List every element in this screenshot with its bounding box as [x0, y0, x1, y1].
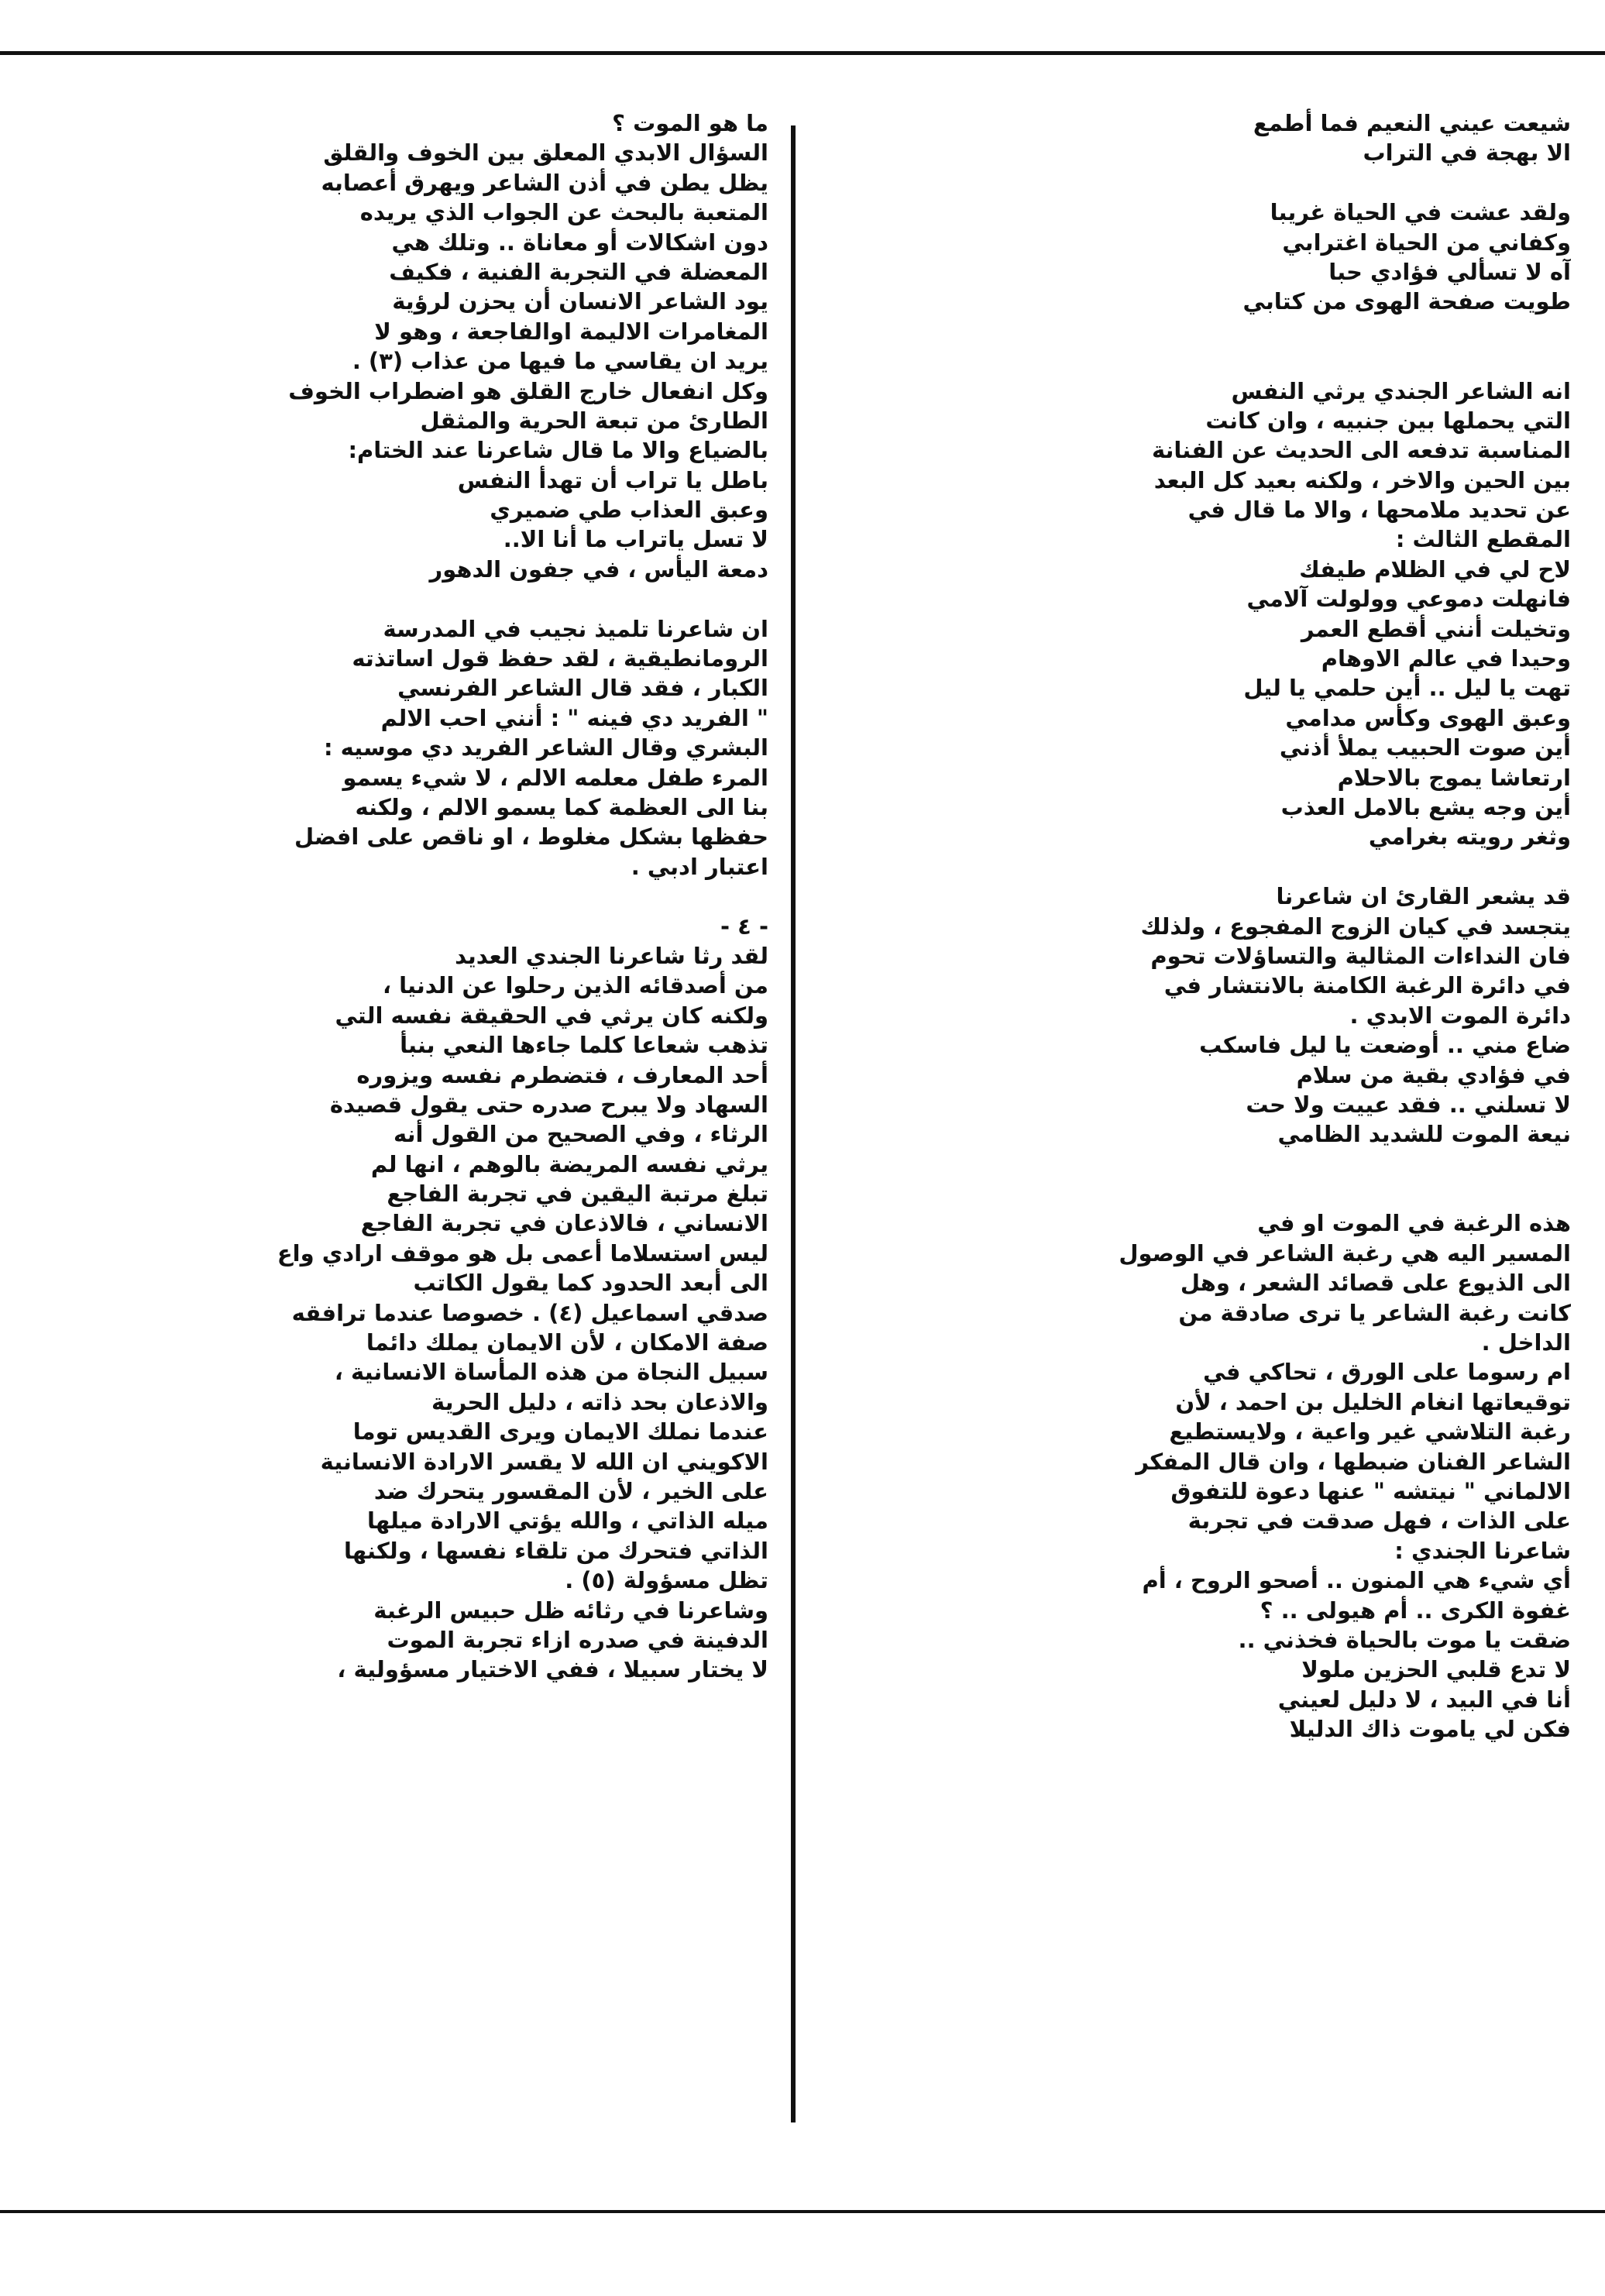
text-line: الانساني ، فالاذعان في تجربة الفاجع: [360, 1210, 768, 1237]
text-line: يريد ان يقاسي ما فيها من عذاب (٣) .: [352, 348, 768, 375]
text-line: المقطع الثالث :: [1395, 526, 1571, 553]
text-line: ان شاعرنا تلميذ نجيب في المدرسة: [383, 615, 768, 642]
text-line: ولكنه كان يرثي في الحقيقة نفسه التي: [335, 1002, 768, 1029]
text-line: باطل يا تراب أن تهدأ النفس: [457, 466, 768, 493]
text-line: فكن لي ياموت ذاك الدليلا: [1289, 1716, 1571, 1743]
blank-line: [843, 346, 1571, 376]
text-line: لا تسل ياتراب ما أنا الا..: [503, 526, 768, 553]
text-line: أين وجه يشع بالامل العذب: [1280, 793, 1571, 820]
text-line: أي شيء هي المنون .. أصحو الروح ، أم: [1142, 1567, 1571, 1594]
text-line: دون اشكالات أو معاناة .. وتلك هي: [391, 229, 768, 256]
text-line: بنا الى العظمة كما يسمو الالم ، ولكنه: [355, 793, 768, 820]
text-line: لا يختار سبيلا ، ففي الاختيار مسؤولية ،: [337, 1656, 768, 1683]
text-line: هذه الرغبة في الموت او في: [1257, 1210, 1571, 1237]
text-line: المغامرات الاليمة اوالفاجعة ، وهو لا: [374, 318, 768, 345]
text-line: عندما نملك الايمان ويرى القديس توما: [352, 1418, 768, 1445]
text-line: يود الشاعر الانسان أن يحزن لرؤية: [392, 288, 768, 315]
text-line: الا بهجة في التراب: [1363, 139, 1571, 167]
text-line: المتعبة بالبحث عن الجواب الذي يريده: [359, 199, 768, 226]
text-line: لا تدع قلبي الحزين ملولا: [1301, 1656, 1571, 1683]
text-line: فانهلت دموعي وولولت آلامي: [1246, 586, 1571, 613]
left-text-column: [34, 108, 768, 1685]
text-line: فان النداءات المثالية والتساؤلات تحوم: [1150, 942, 1571, 969]
text-line: الدفينة في صدره ازاء تجربة الموت: [387, 1626, 768, 1653]
text-line: الرومانطيقية ، لقد حفظ قول اساتذته: [352, 645, 768, 672]
text-line: - ٤ -: [720, 913, 768, 940]
right-text-column: [843, 108, 1571, 1744]
text-line: تبلغ مرتبة اليقين في تجربة الفاجع: [387, 1181, 768, 1208]
text-line: آه لا تسألي فؤادي حبا: [1328, 258, 1571, 285]
text-line: ليس استسلاما أعمى بل هو موقف ارادي واع: [277, 1239, 768, 1267]
text-line: كانت رغبة الشاعر يا ترى صادقة من: [1178, 1299, 1571, 1326]
text-line: لقد رثا شاعرنا الجندي العديد: [455, 942, 768, 969]
text-line: لاح لي في الظلام طيفك: [1299, 555, 1571, 583]
text-line: توقيعاتها انغام الخليل بن احمد ، لأن: [1175, 1388, 1571, 1415]
text-line: وكل انفعال خارج القلق هو اضطراب الخوف: [288, 377, 768, 404]
blank-line: [843, 1179, 1571, 1208]
text-line: يرثي نفسه المريضة بالوهم ، انها لم: [370, 1150, 768, 1177]
text-line: ارتعاشا يموج بالاحلام: [1337, 764, 1571, 791]
text-line: يظل يطن في أذن الشاعر ويهرق أعصابه: [321, 169, 768, 196]
text-line: دمعة اليأس ، في جفون الدهور: [429, 555, 768, 583]
text-line: والاذعان بحد ذاته ، دليل الحرية: [431, 1388, 768, 1415]
text-line: المرء طفل معلمه الالم ، لا شيء يسمو: [342, 764, 768, 791]
text-line: " الفريد دي فينه " : أنني احب الالم: [380, 704, 768, 731]
text-line: بين الحين والاخر ، ولكنه بعيد كل البعد: [1153, 466, 1571, 493]
text-line: التي يحملها بين جنبيه ، وان كانت: [1205, 407, 1571, 434]
text-line: طويت صفحة الهوى من كتابي: [1242, 288, 1571, 315]
blank-line: [843, 1150, 1571, 1179]
text-line: وتخيلت أنني أقطع العمر: [1301, 615, 1571, 642]
text-line: صدقي اسماعيل (٤) . خصوصا عندما ترافقه: [291, 1299, 768, 1326]
text-line: الالماني " نيتشه " عنها دعوة للتفوق: [1170, 1477, 1571, 1504]
text-line: وعبق العذاب طي ضميري: [490, 497, 768, 524]
text-line: الاكويني ان الله لا يقسر الارادة الانسانية: [320, 1448, 768, 1475]
text-line: لا تسلني .. فقد عييت ولا حت: [1246, 1091, 1571, 1118]
blank-line: [843, 168, 1571, 198]
text-line: المناسبة تدفعه الى الحديث عن الفنانة: [1151, 437, 1571, 464]
text-line: تظل مسؤولة (٥) .: [565, 1567, 768, 1594]
text-line: دائرة الموت الابدي .: [1349, 1002, 1571, 1029]
text-line: ضاع مني .. أوضعت يا ليل فاسكب: [1199, 1032, 1571, 1059]
text-line: وكفاني من الحياة اغترابي: [1282, 229, 1571, 256]
text-line: ضقت يا موت بالحياة فخذني ..: [1238, 1626, 1571, 1653]
text-line: السهاد ولا يبرح صدره حتى يقول قصيدة: [329, 1091, 768, 1118]
blank-line: [34, 882, 768, 911]
blank-line: [34, 584, 768, 614]
text-line: انه الشاعر الجندي يرثي النفس: [1231, 377, 1571, 404]
text-line: شاعرنا الجندي :: [1394, 1537, 1571, 1564]
text-line: غفوة الكرى .. أم هيولى .. ؟: [1260, 1597, 1571, 1624]
text-line: الرثاء ، وفي الصحيح من القول أنه: [394, 1121, 768, 1148]
text-line: حفظها بشكل مغلوط ، او ناقص على افضل: [294, 823, 768, 851]
text-line: المسير اليه هي رغبة الشاعر في الوصول: [1119, 1239, 1571, 1267]
text-line: من أصدقائه الذين رحلوا عن الدنيا ،: [383, 972, 768, 999]
text-line: على الذات ، فهل صدقت في تجربة: [1187, 1507, 1571, 1535]
text-line: ميله الذاتي ، والله يؤتي الارادة ميلها: [367, 1507, 768, 1535]
text-line: على الخير ، لأن المقسور يتحرك ضد: [373, 1477, 768, 1504]
text-line: في دائرة الرغبة الكامنة بالانتشار في: [1163, 972, 1571, 999]
text-line: وحيدا في عالم الاوهام: [1321, 645, 1571, 672]
text-line: يتجسد في كيان الزوج المفجوع ، ولذلك: [1140, 913, 1571, 940]
text-line: أحد المعارف ، فتضطرم نفسه ويزوره: [356, 1061, 768, 1088]
text-line: وثغر رويته بغرامي: [1368, 823, 1571, 851]
text-line: شيعت عيني النعيم فما أطمع: [1253, 110, 1571, 136]
text-line: البشري وقال الشاعر الفريد دي موسيه :: [323, 734, 768, 761]
text-line: تهت يا ليل .. أين حلمي يا ليل: [1243, 675, 1571, 702]
text-line: عن تحديد ملامحها ، والا ما قال في: [1187, 497, 1571, 524]
text-line: الى الذيوع على قصائد الشعر ، وهل: [1180, 1270, 1571, 1297]
column-divider: [791, 125, 796, 2122]
text-line: ما هو الموت ؟: [612, 110, 768, 136]
text-line: ولقد عشت في الحياة غريبا: [1270, 199, 1571, 226]
bottom-rule: [0, 2210, 1605, 2213]
text-line: صفة الامكان ، لأن الايمان يملك دائما: [366, 1329, 768, 1356]
text-line: الذاتي فتحرك من تلقاء نفسها ، ولكنها: [343, 1537, 768, 1564]
text-line: الطارئ من تبعة الحرية والمثقل: [420, 407, 768, 434]
text-line: قد يشعر القارئ ان شاعرنا: [1276, 883, 1571, 910]
text-line: الداخل .: [1481, 1329, 1571, 1356]
text-line: في فؤادي بقية من سلام: [1296, 1061, 1571, 1088]
text-line: اعتبار ادبي .: [631, 853, 768, 880]
text-line: رغبة التلاشي غير واعية ، ولايستطيع: [1169, 1418, 1571, 1445]
text-line: أنا في البيد ، لا دليل لعيني: [1277, 1686, 1571, 1713]
blank-line: [843, 852, 1571, 882]
text-line: سبيل النجاة من هذه المأساة الانسانية ،: [334, 1359, 768, 1386]
text-line: وشاعرنا في رثائه ظل حبيس الرغبة: [373, 1597, 768, 1624]
text-line: الى أبعد الحدود كما يقول الكاتب: [413, 1270, 768, 1297]
text-line: تذهب شعاعا كلما جاءها النعي بنبأ: [400, 1032, 768, 1059]
text-line: السؤال الابدي المعلق بين الخوف والقلق: [323, 139, 768, 167]
text-line: وعبق الهوى وكأس مدامي: [1285, 704, 1571, 731]
text-line: الكبار ، فقد قال الشاعر الفرنسي: [397, 675, 768, 702]
text-line: بالضياع والا ما قال شاعرنا عند الختام:: [348, 437, 768, 464]
top-rule: [0, 51, 1605, 55]
blank-line: [843, 317, 1571, 346]
text-line: نيعة الموت للشديد الظامي: [1277, 1121, 1571, 1148]
text-line: المعضلة في التجربة الفنية ، فكيف: [389, 258, 768, 285]
text-line: أين صوت الحبيب يملأ أذني: [1279, 734, 1571, 761]
text-line: ام رسوما على الورق ، تحاكي في: [1203, 1359, 1571, 1386]
text-line: الشاعر الفنان ضبطها ، وان قال المفكر: [1136, 1448, 1571, 1475]
